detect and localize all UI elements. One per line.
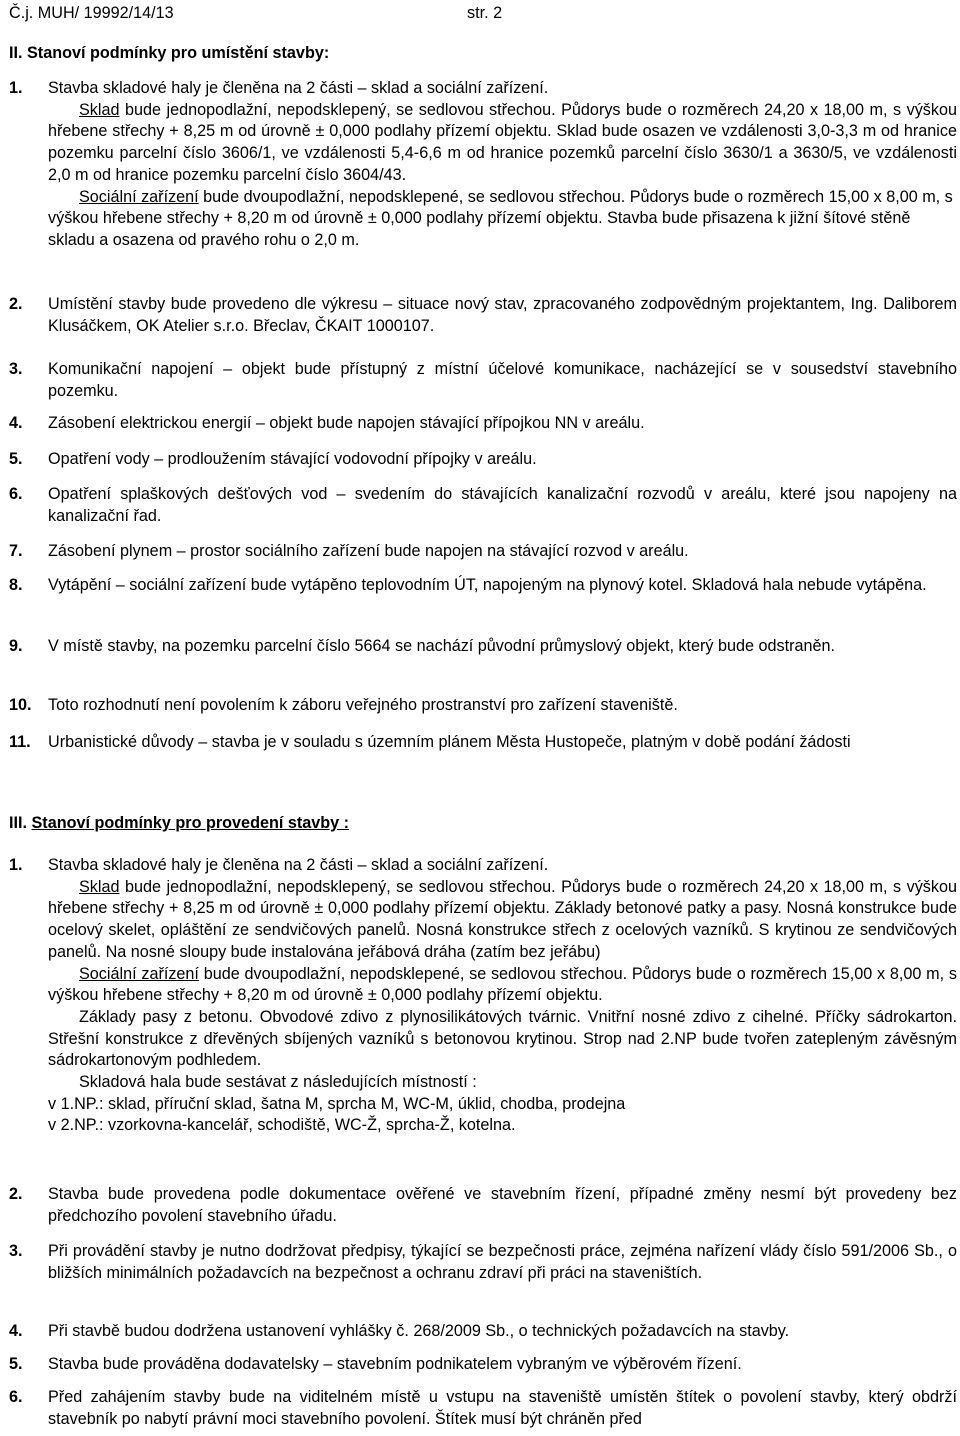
item-text: Urbanistické důvody – stavba je v souladu s územním plánem Města Hustopeče, platným v době podání žádosti	[48, 733, 851, 751]
item-paragraph	[48, 964, 957, 1007]
section-2-item-6	[9, 484, 957, 527]
item-text: Zásobení elektrickou energií – objekt bude napojen stávající přípojkou NN v areálu.	[48, 414, 645, 432]
section-2-item-5	[9, 449, 957, 471]
paragraph-text: bude dvoupodlažní, nepodsklepené, se sedlovou střechou. Půdorys bude o rozměrech 15,00 x 8,00 m, s výškou hřebene střechy + 8,20 m od úrovně ± 0,000 podlahy přízemí objektu.	[48, 964, 957, 1005]
item-paragraph: Stavba skladové haly je členěna na 2 části – sklad a sociální zařízení.	[48, 79, 549, 97]
section-2-item-1	[9, 78, 957, 252]
item-number: 2.	[9, 295, 23, 313]
section-2-roman: II.	[9, 44, 23, 62]
item-paragraph: Stavba skladové haly je členěna na 2 části – sklad a sociální zařízení.	[48, 856, 549, 874]
item-number: 3.	[9, 360, 23, 378]
item-number: 2.	[9, 1185, 23, 1203]
section-3-item-2	[9, 1184, 957, 1227]
underlined-term: Sklad	[79, 100, 120, 119]
item-text: Zásobení plynem – prostor sociálního zařízení bude napojen na stávající rozvod v areálu.	[48, 542, 689, 560]
section-3-roman: III.	[9, 814, 27, 832]
underlined-term: Sociální zařízení	[79, 964, 199, 983]
underlined-term: Sociální zařízení	[79, 187, 199, 206]
section-2-item-10	[9, 695, 957, 717]
item-number: 7.	[9, 542, 23, 560]
item-number: 1.	[9, 79, 23, 97]
item-text: Při stavbě budou dodržena ustanovení vyhlášky č. 268/2009 Sb., o technických požadavcích na stavby.	[48, 1322, 790, 1340]
item-number: 6.	[9, 1388, 23, 1406]
item-number: 9.	[9, 637, 23, 655]
item-number: 5.	[9, 450, 23, 468]
item-number: 4.	[9, 414, 23, 432]
section-2-title: Stanoví podmínky pro umístění stavby:	[27, 44, 330, 62]
section-3-item-1	[9, 855, 957, 1137]
section-2-heading	[9, 43, 329, 63]
item-number: 5.	[9, 1355, 23, 1373]
item-paragraph: v 1.NP.: sklad, příruční sklad, šatna M, sprcha M, WC-M, úklid, chodba, prodejna	[48, 1094, 626, 1113]
underlined-term: Sklad	[79, 877, 120, 896]
item-number: 4.	[9, 1322, 23, 1340]
section-3-item-4	[9, 1321, 957, 1343]
section-2-item-9	[9, 636, 957, 658]
item-text: Opatření splaškových dešťových vod – svedením do stávajících kanalizační rozvodů v areálu, které jsou napojeny na kanalizační řad.	[48, 485, 957, 525]
item-paragraph	[48, 877, 957, 964]
item-paragraph	[48, 100, 957, 187]
page-header	[9, 3, 503, 23]
item-number: 1.	[9, 856, 23, 874]
item-text: Stavba bude provedena podle dokumentace ověřené ve stavebním řízení, případné změny nesmí být provedeny bez předchozího povolení stavebního úřadu.	[48, 1185, 957, 1225]
item-paragraph	[48, 187, 957, 252]
section-2-item-3	[9, 359, 957, 402]
item-paragraph: Základy pasy z betonu. Obvodové zdivo z plynosilikátových tvárnic. Vnitřní nosné zdivo z cihelné. Příčky sádrokarton. Střešní konstrukce z dřevěných sbíjených vazníků s betonovou krytinou. Strop nad 2.NP bude tvořen zatepleným závěsným sádrokartonovým podhledem.	[48, 1007, 957, 1070]
item-text: Při provádění stavby je nutno dodržovat předpisy, týkající se bezpečnosti práce, zejména nařízení vlády číslo 591/2006 Sb., o bližších minimálních požadavcích na bezpečnost a ochranu zdraví při práci na staveništích.	[48, 1242, 957, 1282]
paragraph-text: bude jednopodlažní, nepodsklepený, se sedlovou střechou. Půdorys bude o rozměrech 24,20 x 18,00 m, s výškou hřebene střechy + 8,25 m od úrovně ± 0,000 podlahy přízemí objektu. Základy betonové patky a pasy. Nosná konstrukce bude ocelový skelet, opláštění ze sendvičových panelů. Nosná konstrukce střech z ocelových vazníků. S krytinou ze sendvičových panelů. Na nosné sloupy bude instalována jeřábová dráha (zatím bez jeřábu)	[48, 877, 957, 961]
item-text: Umístění stavby bude provedeno dle výkresu – situace nový stav, zpracovaného zodpovědným projektantem, Ing. Daliborem Klusáčkem, OK Atelier s.r.o. Břeclav, ČKAIT 1000107.	[48, 295, 957, 335]
reference-number: Č.j. MUH/ 19992/14/13	[9, 4, 174, 22]
section-2-item-4	[9, 413, 957, 435]
section-2-item-7	[9, 541, 957, 563]
item-text: Komunikační napojení – objekt bude přístupný z místní účelové komunikace, nacházející se v sousedství stavebního pozemku.	[48, 360, 957, 400]
section-2-item-2	[9, 294, 957, 337]
item-number: 6.	[9, 485, 23, 503]
section-2-item-11	[9, 732, 957, 754]
item-paragraph: v 2.NP.: vzorkovna-kancelář, schodiště, WC-Ž, sprcha-Ž, kotelna.	[48, 1116, 516, 1135]
section-3-item-5	[9, 1354, 957, 1376]
paragraph-text: bude dvoupodlažní, nepodsklepené, se sedlovou střechou. Půdorys bude o rozměrech 15,00 x 8,00 m, s výškou hřebene střechy + 8,20 m od úrovně ± 0,000 podlahy přízemí objektu. Stavba bude přisazena k jižní šítové stěně skladu a osazena od pravého rohu o 2,0 m.	[48, 187, 953, 249]
item-number: 11.	[9, 733, 31, 751]
item-text: Vytápění – sociální zařízení bude vytápěno teplovodním ÚT, napojeným na plynový kotel. Skladová hala nebude vytápěna.	[48, 576, 927, 594]
item-text: Opatření vody – prodloužením stávající vodovodní přípojky v areálu.	[48, 450, 537, 468]
item-number: 8.	[9, 576, 23, 594]
section-2-item-8	[9, 575, 957, 597]
item-text: Před zahájením stavby bude na viditelném místě u vstupu na staveniště umístěn štítek o povolení stavby, který obdrží stavebník po nabytí právní moci stavebního povolení. Štítek musí být chráněn před	[48, 1388, 957, 1428]
section-3-item-3	[9, 1241, 957, 1284]
item-paragraph: Skladová hala bude sestávat z následujících místností :	[79, 1073, 477, 1092]
paragraph-text: bude jednopodlažní, nepodsklepený, se sedlovou střechou. Půdorys bude o rozměrech 24,20 x 18,00 m, s výškou hřebene střechy + 8,25 m od úrovně ± 0,000 podlahy přízemí objektu. Sklad bude osazen ve vzdálenosti 3,0-3,3 m od hranice pozemku parcelní číslo 3606/1, ve vzdálenosti 5,4-6,6 m od hranice pozemků parcelní číslo 3630/1 a 3630/5, ve vzdálenosti 2,0 m od hranice pozemku parcelní číslo 3604/43.	[48, 100, 957, 184]
item-text: Stavba bude prováděna dodavatelsky – stavebním podnikatelem vybraným ve výběrovém řízení.	[48, 1355, 742, 1373]
item-number: 3.	[9, 1242, 23, 1260]
section-3-title: Stanoví podmínky pro provedení stavby :	[31, 814, 350, 832]
page-number: str. 2	[467, 4, 503, 22]
item-text: V místě stavby, na pozemku parcelní číslo 5664 se nachází původní průmyslový objekt, který bude odstraněn.	[48, 637, 836, 655]
item-number: 10.	[9, 696, 32, 714]
item-text: Toto rozhodnutí není povolením k záboru veřejného prostranství pro zařízení staveniště.	[48, 696, 678, 714]
section-3-heading	[9, 813, 349, 833]
section-3-item-6	[9, 1387, 957, 1430]
